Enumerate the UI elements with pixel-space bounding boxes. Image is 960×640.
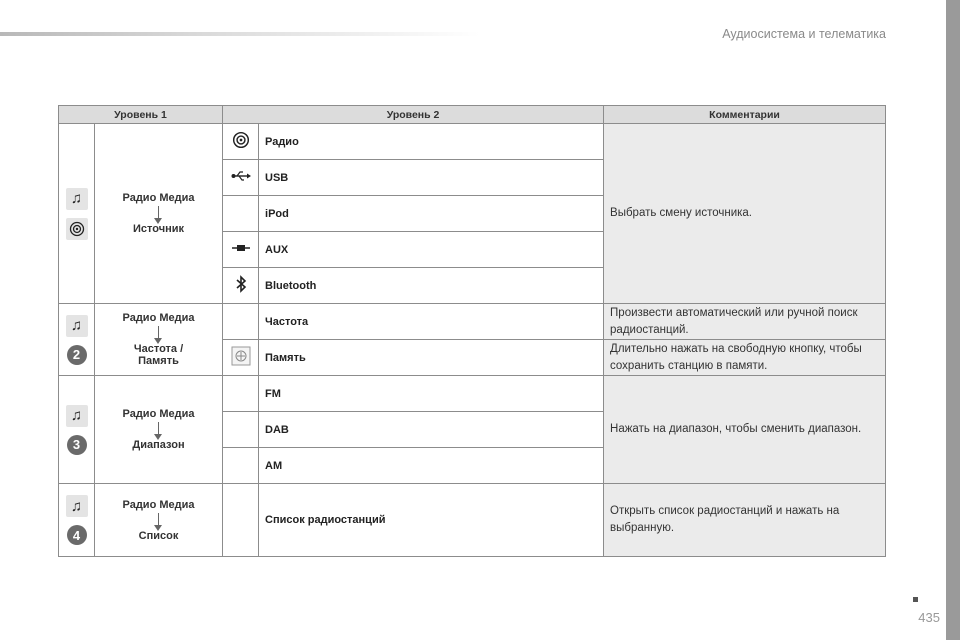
level2-icon-cell [223,484,259,557]
group-icons [59,376,95,484]
page-number: 435 [918,610,940,625]
level2-label: AUX [259,232,604,268]
menu-table [58,105,886,557]
level2-label: Радио [259,124,604,160]
level2-icon-cell [223,448,259,484]
level1-top-label: Радио Медиа [122,498,195,511]
level2-label: USB [259,160,604,196]
memory-icon [231,346,251,366]
col-header-comments: Комментарии [604,106,886,124]
level2-icon-cell [223,340,259,376]
group-icons [59,304,95,376]
level2-icon-cell [223,196,259,232]
level2-icon-cell [223,376,259,412]
level2-label: iPod [259,196,604,232]
level2-label: DAB [259,412,604,448]
side-strip [946,0,960,640]
comment-cell: Нажать на диапазон, чтобы сменить диапазон. [604,376,886,484]
music-note-icon: ♫ [66,405,88,427]
arrow-down-icon [158,513,159,527]
group-icons [59,124,95,304]
level1-bottom-label: Частота / Память [133,343,184,367]
arrow-down-icon [158,422,159,436]
header-decor-bar [0,32,480,36]
aux-icon [231,243,251,253]
level2-icon-cell [223,124,259,160]
level1-cell [95,376,223,484]
level2-label: Память [259,340,604,376]
table-header-row [59,106,886,124]
level1-cell [95,484,223,557]
level2-label: FM [259,376,604,412]
level2-icon-cell [223,160,259,196]
step-badge: 4 [67,525,87,545]
music-note-icon: ♫ [66,495,88,517]
col-header-level2: Уровень 2 [223,106,604,124]
music-note-icon: ♫ [66,188,88,210]
level2-icon-cell [223,232,259,268]
level1-cell [95,304,223,376]
comment-cell: Открыть список радиостанций и нажать на выбранную. [604,484,886,557]
table-row [59,484,886,557]
comment-cell: Выбрать смену источника. [604,124,886,304]
table-row [59,376,886,412]
level1-bottom-label: Источник [133,223,185,235]
level2-icon-cell [223,412,259,448]
level1-bottom-label: Диапазон [132,439,185,451]
level2-label: AM [259,448,604,484]
step-badge: 3 [67,435,87,455]
step-badge: 2 [67,345,87,365]
group-icons [59,484,95,557]
comment-cell: Длительно нажать на свободную кнопку, чтобы сохранить станцию в памяти. [604,340,886,376]
bluetooth-icon [235,275,247,293]
level2-icon-cell [223,268,259,304]
radio-icon [66,218,88,240]
level1-top-label: Радио Медиа [122,408,195,420]
usb-icon [231,170,251,182]
col-header-level1: Уровень 1 [59,106,223,124]
level1-top-label: Радио Медиа [122,312,195,324]
page-marker [913,597,918,602]
level1-top-label: Радио Медиа [122,192,195,204]
level2-label: Частота [259,304,604,340]
table-row [59,304,886,340]
level2-label: Список радиостанций [259,484,604,557]
radio-icon [232,131,250,149]
level2-icon-cell [223,304,259,340]
arrow-down-icon [158,326,159,340]
music-note-icon: ♫ [66,315,88,337]
level1-bottom-label: Список [138,529,179,542]
comment-cell: Произвести автоматический или ручной поиск радиостанций. [604,304,886,340]
table-row [59,124,886,160]
level1-cell [95,124,223,304]
section-title: Аудиосистема и телематика [722,27,886,41]
level2-label: Bluetooth [259,268,604,304]
arrow-down-icon [158,206,159,220]
